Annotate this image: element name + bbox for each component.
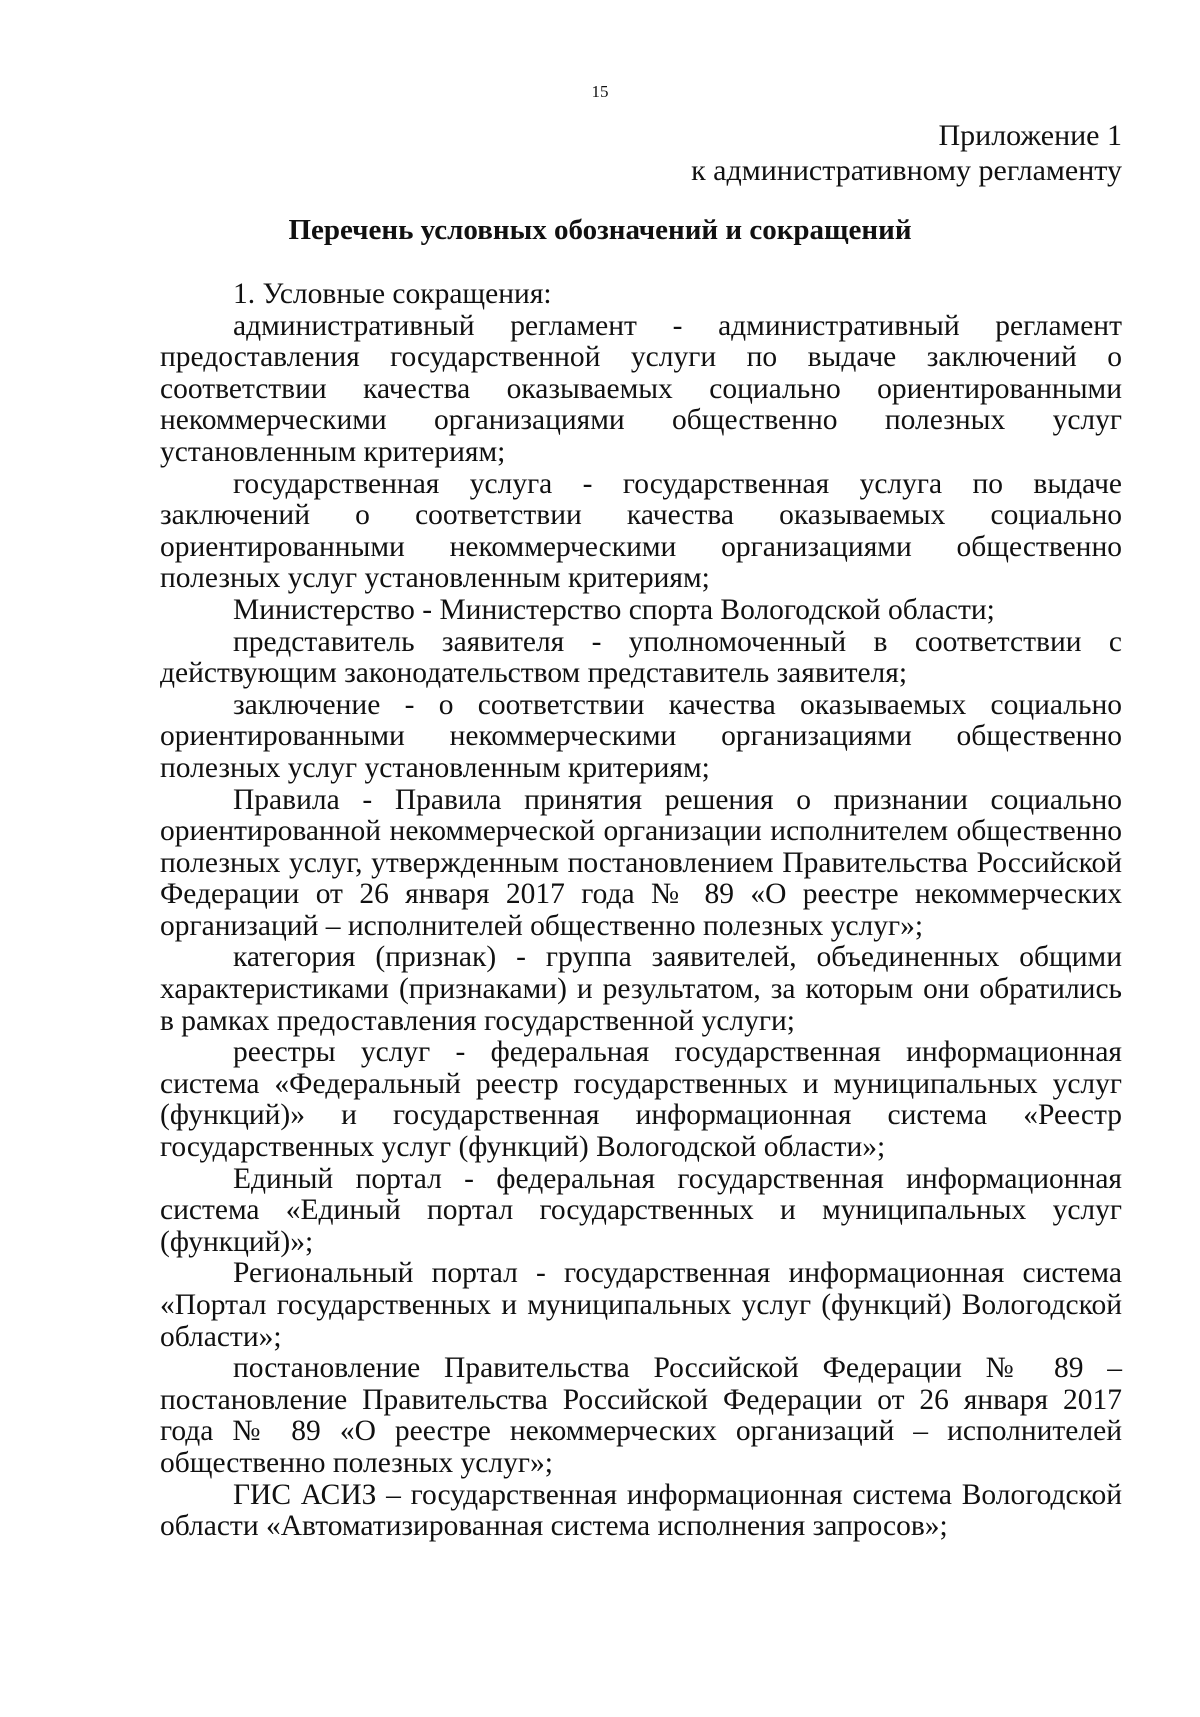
paragraph: Региональный портал - государственная информационная система «Портал государственных и муниципальных услуг (функций) Вологодской области»; [160, 1257, 1122, 1353]
document-title: Перечень условных обозначений и сокращений [288, 214, 912, 246]
paragraph: категория (признак) - группа заявителей, объединенных общими характеристиками (признаками) и результатом, за которым они обратились в рамках предоставления государственной услуги; [160, 941, 1122, 1037]
page-number: 15 [591, 82, 609, 101]
appendix-line-1: Приложение 1 [938, 119, 1122, 152]
paragraph: ГИС АСИЗ – государственная информационная система Вологодской области «Автоматизированная система исполнения запросов»; [160, 1478, 1122, 1543]
section-heading: 1. Условные сокращения: [233, 278, 552, 310]
appendix-label [691, 118, 1122, 188]
paragraph: заключение - о соответствии качества оказываемых социально ориентированными некоммерческими организациями общественно полезных услуг установленным критериям; [160, 688, 1122, 784]
paragraph: Министерство - Министерство спорта Вологодской области; [233, 593, 995, 626]
appendix-line-2: к административному регламенту [691, 154, 1122, 187]
document-body [160, 279, 1122, 1543]
paragraph: Единый портал - федеральная государственная информационная система «Единый портал государственных и муниципальных услуг (функций)»; [160, 1162, 1122, 1258]
paragraph: представитель заявителя - уполномоченный в соответствии с действующим законодательством представитель заявителя; [160, 625, 1122, 690]
paragraph: административный регламент - административный регламент предоставления государственной услуги по выдаче заключений о соответствии качества оказываемых социально ориентированными некоммерческими организациями общественно полезных услуг установленным критериям; [160, 309, 1122, 468]
paragraph: постановление Правительства Российской Федерации № 89 – постановление Правительства Российской Федерации от 26 января 2017 года № 89 «О реестре некоммерческих организаций – исполнителей общественно полезных услуг»; [160, 1352, 1122, 1479]
paragraph: государственная услуга - государственная услуга по выдаче заключений о соответствии качества оказываемых социально ориентированными некоммерческими организациями общественно полезных услуг установленным критериям; [160, 467, 1122, 595]
paragraph: Правила - Правила принятия решения о признании социально ориентированной некоммерческой организации исполнителем общественно полезных услуг, утвержденным постановлением Правительства Российской Федерации от 26 января 2017 года № 89 «О реестре некоммерческих организаций – исполнителей общественно полезных услуг»; [160, 783, 1122, 942]
paragraph: реестры услуг - федеральная государственная информационная система «Федеральный реестр государственных и муниципальных услуг (функций)» и государственная информационная система «Реестр государственных услуг (функций) Вологодской области»; [160, 1036, 1122, 1164]
